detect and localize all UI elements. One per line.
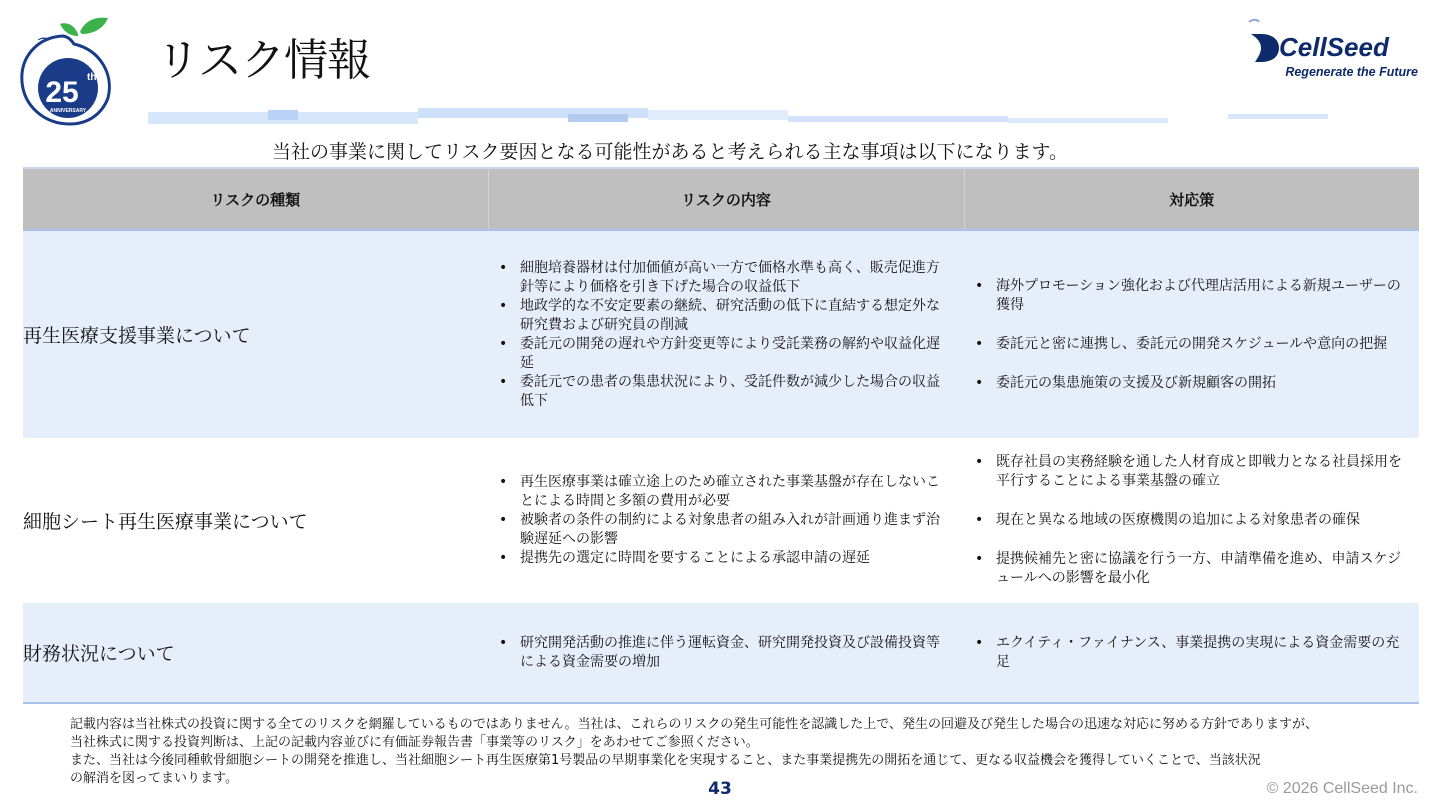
footnote [70,716,1410,788]
anniversary-logo [14,14,118,126]
column-header-risk-type: リスクの種類 [23,168,488,230]
svg-text:⌒: ⌒ [38,37,51,51]
risk-item: • 被験者の条件の制約による対象患者の組み入れが計画通り進まず治験遅延への影響 [520,511,950,549]
countermeasure-cell [964,603,1419,703]
risk-item: • 委託元の開発の遅れや方針変更等により受託業務の解約や収益化遅延 [520,335,950,373]
badge-caption: ANNIVERSARY [49,108,87,114]
footnote-line: 記載内容は当社株式の投資に関する全てのリスクを網羅しているものではありません。当社は、これらのリスクの発生可能性を認識した上で、発生の回避及び発生した場合の迅速な対応に努める方針でありますが、 [70,717,1319,732]
footnote-line: 当社株式に関する投資判断は、上記の記載内容並びに有価証券報告書「事業等のリスク」をあわせてご参照ください。 [70,735,759,750]
table-row [23,230,1419,438]
cellseed-logo [1245,18,1420,84]
brand-name: CellSeed [1279,32,1389,62]
countermeasure-item: • 既存社員の実務経験を通した人材育成と即戦力となる社員採用を平行することによる事業基盤の確立 [996,453,1411,491]
risk-content-cell [488,230,964,438]
column-header-countermeasure: 対応策 [964,168,1419,230]
risk-item: • 細胞培養器材は付加価値が高い一方で価格水準も高く、販売促進方針等により価格を引き下げた場合の収益低下 [520,259,950,297]
risk-item: • 提携先の選定に時間を要することによる承認申請の遅延 [520,549,950,568]
table-header-row [23,168,1419,230]
countermeasure-item: • 委託元と密に連携し、委託元の開発スケジュールや意向の把握 [996,335,1411,354]
page-number: 43 [708,779,732,799]
risk-category: 財務状況について [23,603,488,703]
countermeasure-item: • 委託元の集患施策の支援及び新規顧客の開拓 [996,374,1411,393]
risk-category: 再生医療支援事業について [23,230,488,438]
copyright-notice: © 2026 CellSeed Inc. [1266,780,1418,797]
table-caption: 当社の事業に関してリスク要因となる可能性があると考えられる主な事項は以下になります。 [271,141,1069,163]
risk-item: • 地政学的な不安定要素の継続、研究活動の低下に直結する想定外な研究費および研究員の削減 [520,297,950,335]
countermeasure-item: • 現在と異なる地域の医療機関の追加による対象患者の確保 [996,511,1411,530]
risk-table [23,167,1419,704]
footnote-line: また、当社は今後同種軟骨細胞シートの開発を推進し、当社細胞シート再生医療第1号製品の早期事業化を実現すること、また事業提携先の開拓を通じて、更なる収益機会を獲得していくことで、当該状況 [70,753,1261,768]
brand-tagline: Regenerate the Future [1285,65,1418,79]
risk-content-cell [488,438,964,603]
page-title: リスク情報 [156,35,371,86]
countermeasure-cell [964,438,1419,603]
countermeasure-item: • 海外プロモーション強化および代理店活用による新規ユーザーの獲得 [996,277,1411,315]
risk-item: • 再生医療事業は確立途上のため確立された事業基盤が存在しないことによる時間と多額の費用が必要 [520,473,950,511]
countermeasure-item: • エクイティ・ファイナンス、事業提携の実現による資金需要の充足 [996,634,1411,672]
table-row [23,438,1419,603]
footnote-line: の解消を図ってまいります。 [70,771,238,786]
badge-number: 25 [45,76,79,109]
badge-suffix: th [87,72,97,83]
risk-item: • 委託元での患者の集患状況により、受託件数が減少した場合の収益低下 [520,373,950,411]
decorative-band [148,100,1348,128]
countermeasure-item: • 提携候補先と密に協議を行う一方、申請準備を進め、申請スケジュールへの影響を最小化 [996,550,1411,588]
column-header-risk-content: リスクの内容 [488,168,964,230]
risk-category: 細胞シート再生医療事業について [23,438,488,603]
table-row [23,603,1419,703]
risk-content-cell [488,603,964,703]
countermeasure-cell [964,230,1419,438]
risk-item: • 研究開発活動の推進に伴う運転資金、研究開発投資及び設備投資等による資金需要の増加 [520,634,950,672]
